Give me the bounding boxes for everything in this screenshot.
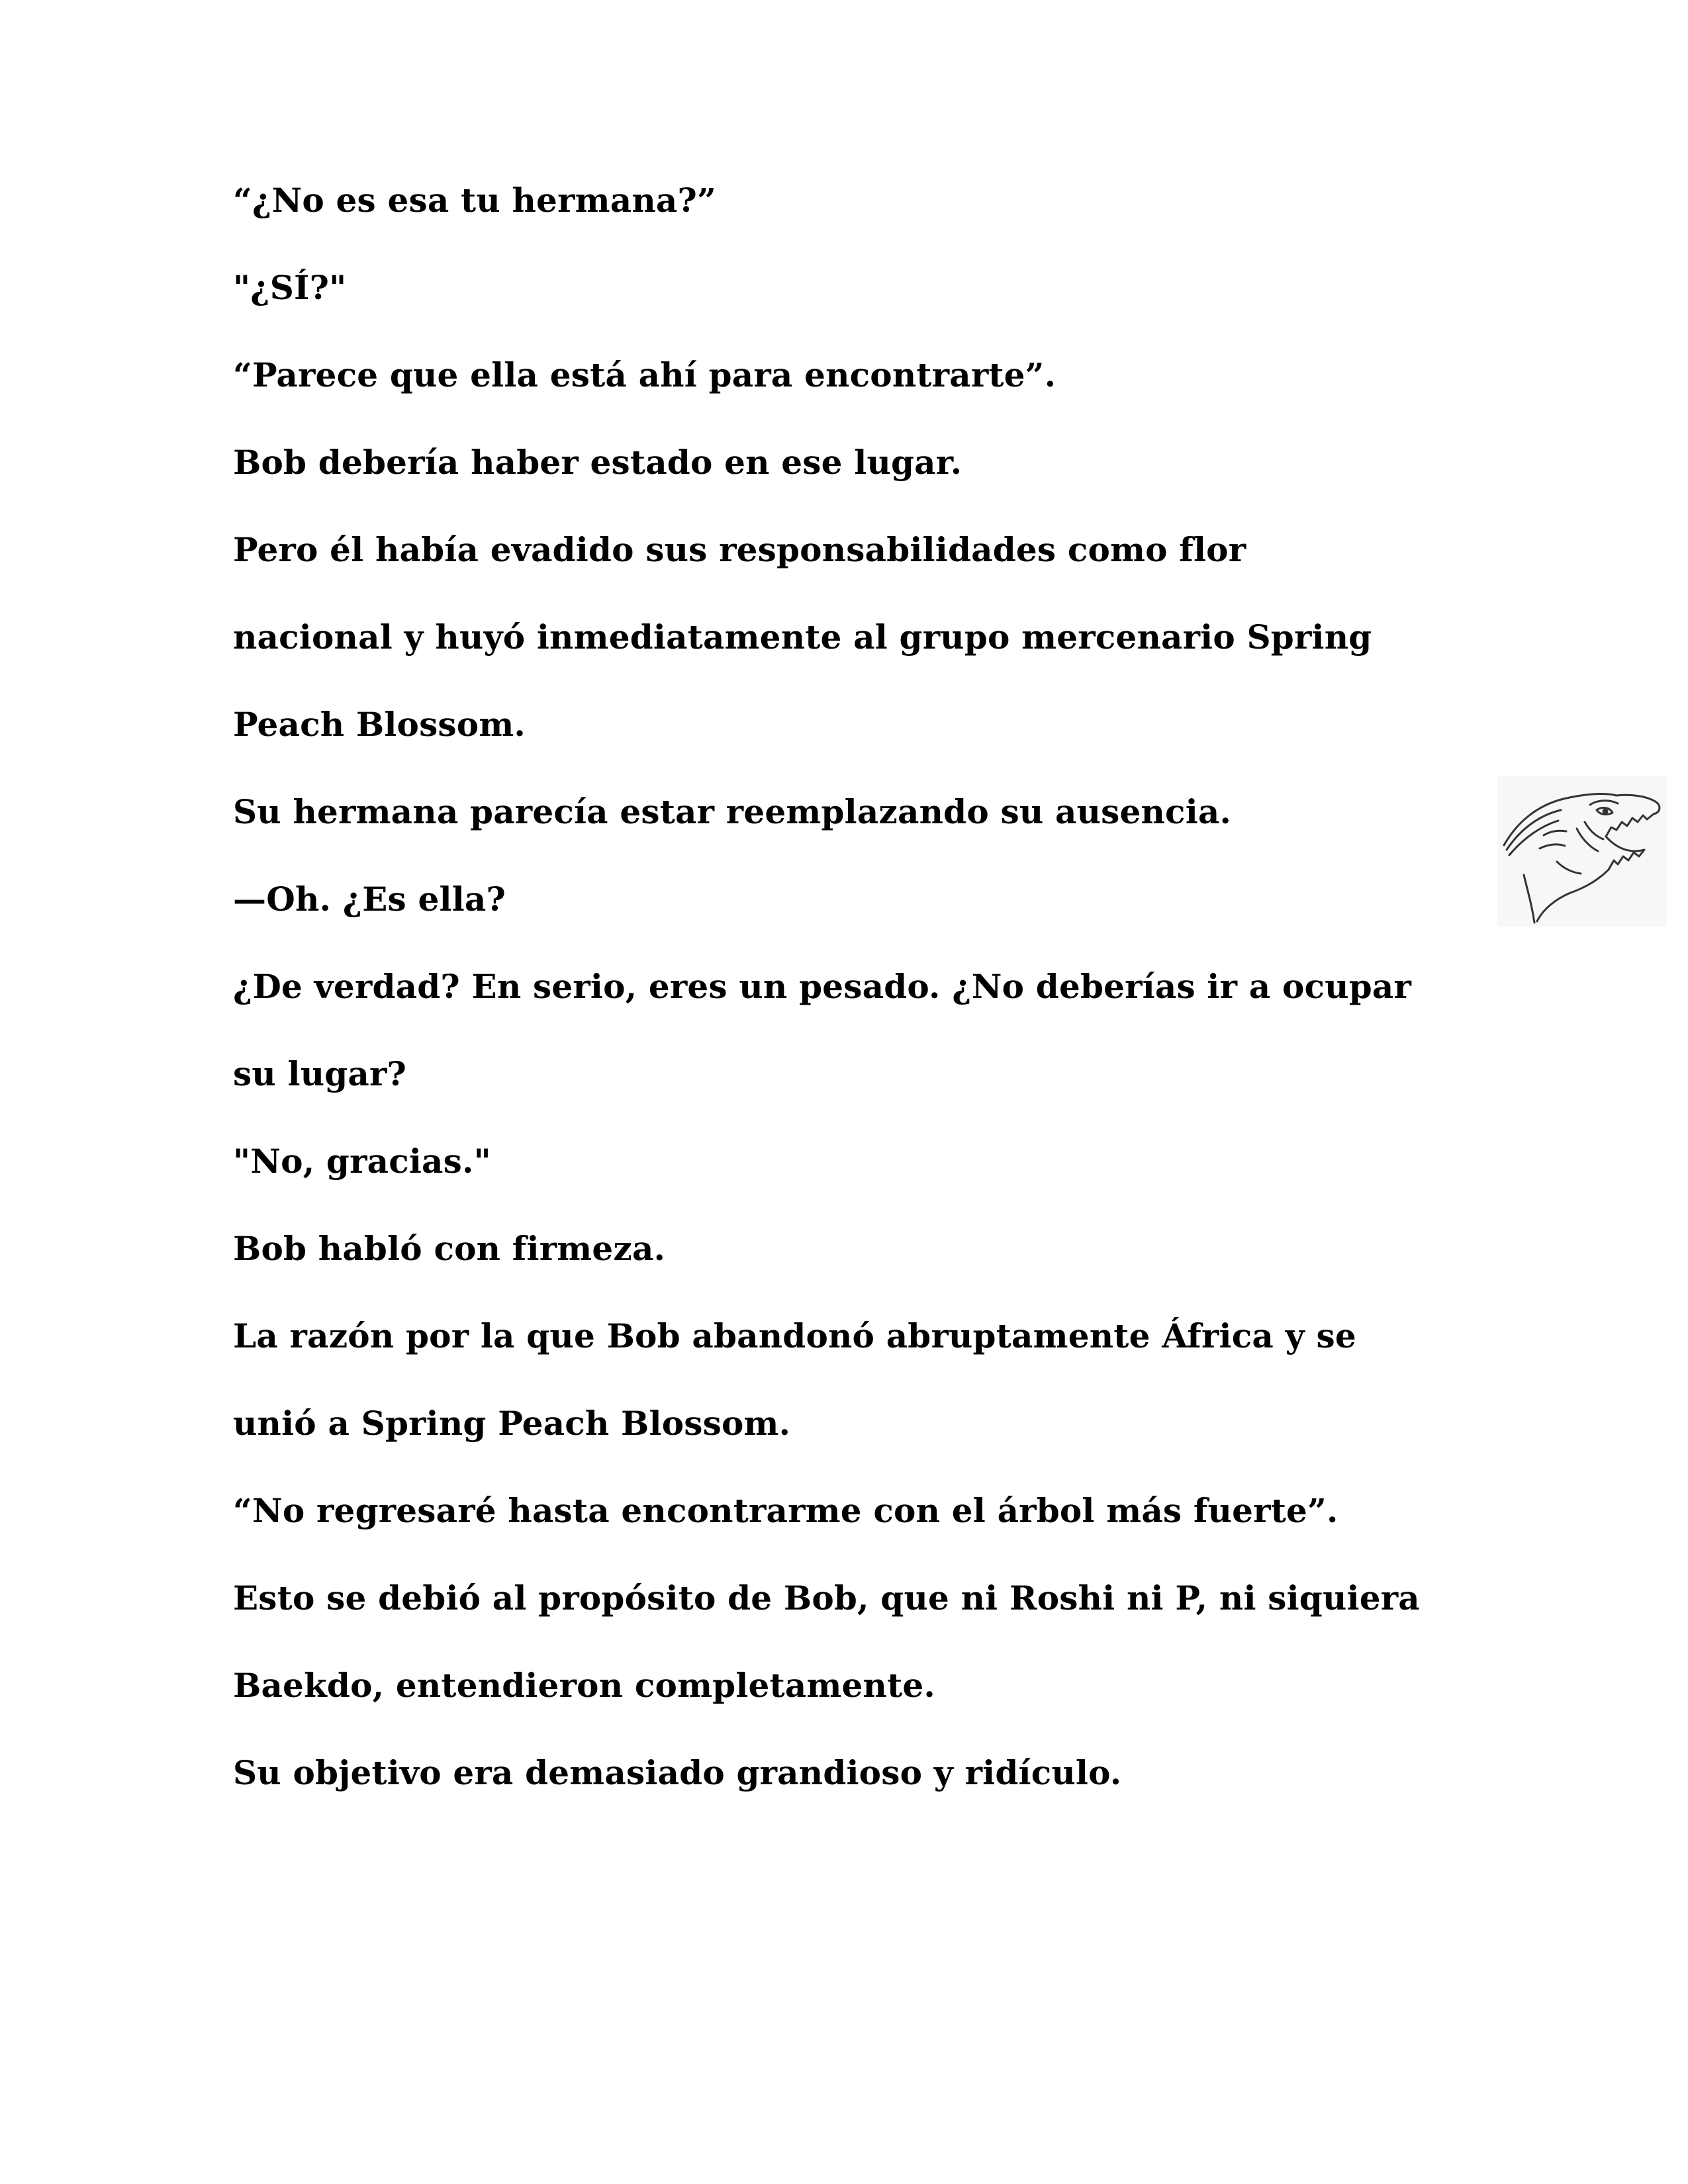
text-line-13: Bob habló con firmeza. bbox=[233, 1229, 666, 1268]
text-line-12: "No, gracias." bbox=[233, 1142, 491, 1181]
text-line-7: Peach Blossom. bbox=[233, 705, 526, 744]
text-line-4: Bob debería haber estado en ese lugar. bbox=[233, 443, 962, 482]
text-line-9: —Oh. ¿Es ella? bbox=[233, 880, 506, 919]
text-line-17: Esto se debió al propósito de Bob, que ni Roshi ni P, ni siquiera bbox=[233, 1578, 1420, 1617]
text-line-18: Baekdo, entendieron completamente. bbox=[233, 1666, 936, 1705]
text-line-1: “¿No es esa tu hermana?” bbox=[233, 181, 716, 220]
text-line-8: Su hermana parecía estar reemplazando su ausencia. bbox=[233, 792, 1232, 831]
text-line-14: La razón por la que Bob abandonó abruptamente África y se bbox=[233, 1316, 1356, 1355]
text-line-19: Su objetivo era demasiado grandioso y ridículo. bbox=[233, 1753, 1122, 1792]
text-line-6: nacional y huyó inmediatamente al grupo mercenario Spring bbox=[233, 617, 1372, 657]
text-line-3: “Parece que ella está ahí para encontrarte”. bbox=[233, 355, 1056, 394]
dinosaur-head-icon bbox=[1497, 776, 1667, 927]
text-line-11: su lugar? bbox=[233, 1054, 407, 1093]
text-line-16: “No regresaré hasta encontrarme con el árbol más fuerte”. bbox=[233, 1491, 1338, 1530]
text-line-5: Pero él había evadido sus responsabilidades como flor bbox=[233, 530, 1246, 569]
text-line-10: ¿De verdad? En serio, eres un pesado. ¿No deberías ir a ocupar bbox=[233, 967, 1412, 1006]
text-line-2: "¿SÍ?" bbox=[233, 268, 347, 307]
text-line-15: unió a Spring Peach Blossom. bbox=[233, 1404, 791, 1443]
